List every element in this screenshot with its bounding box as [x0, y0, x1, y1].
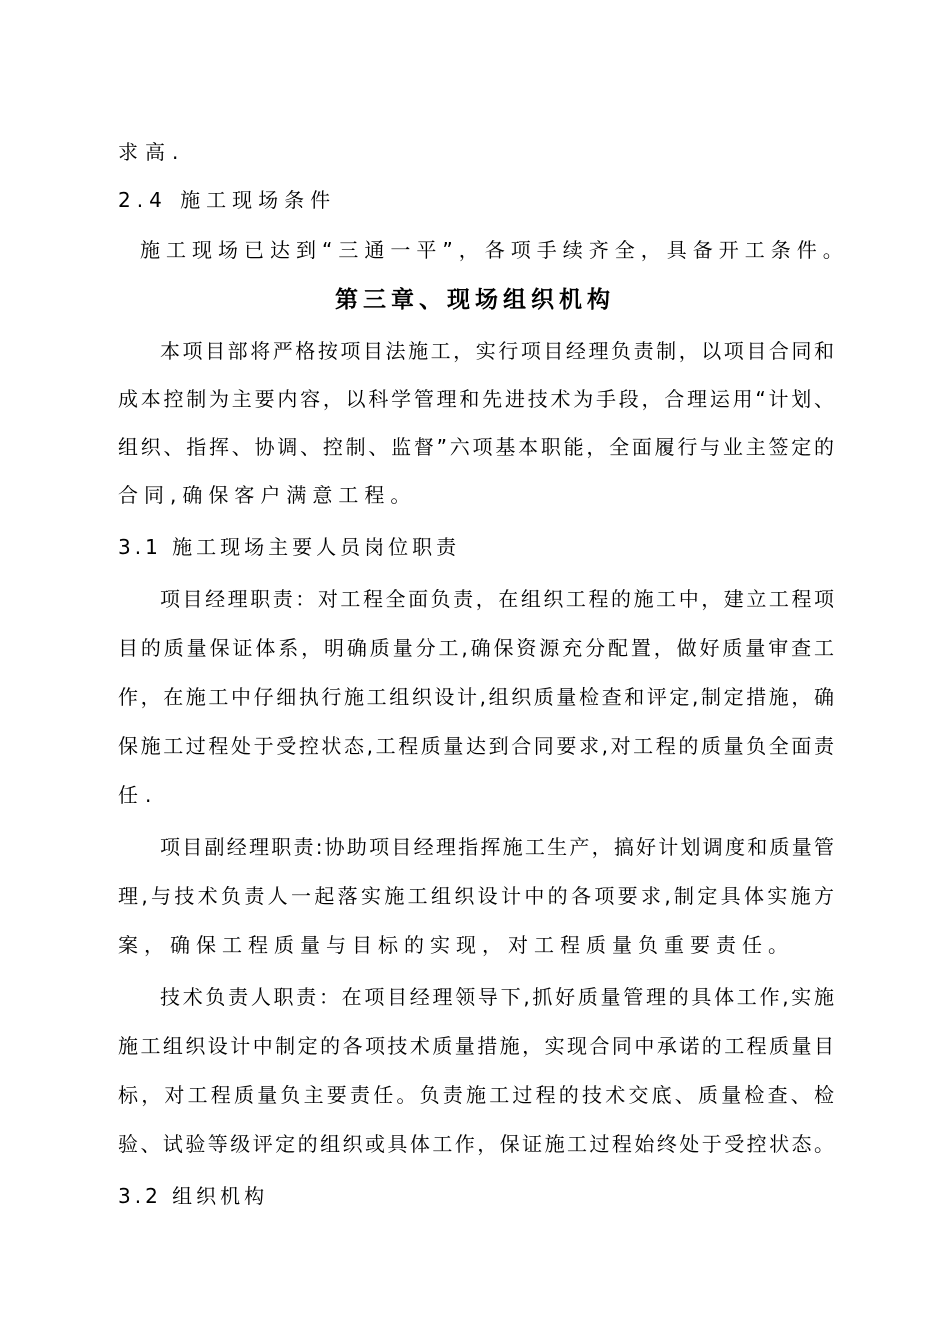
chapter-title: 第三章、现场组织机构: [335, 287, 615, 313]
paragraph-line: 验、试验等级评定的组织或具体工作，保证施工过程始终处于受控状态。: [118, 1132, 834, 1156]
paragraph-line: 项目经理职责：对工程全面负责，在组织工程的施工中，建立工程项: [160, 587, 834, 611]
section-heading-3-2: 3.2 组织机构: [118, 1184, 269, 1208]
paragraph-line: 项目副经理职责:协助项目经理指挥施工生产，搞好计划调度和质量管: [160, 835, 834, 859]
paragraph-line: 合同,确保客户满意工程。: [118, 483, 417, 507]
text-line-continuation: 求高.: [118, 140, 186, 164]
paragraph-line: 标，对工程质量负主要责任。负责施工过程的技术交底、质量检查、检: [118, 1083, 834, 1107]
paragraph-line: 作，在施工中仔细执行施工组织设计,组织质量检查和评定,制定措施，确: [118, 685, 834, 709]
paragraph-line: 施工组织设计中制定的各项技术质量措施，实现合同中承诺的工程质量目: [118, 1034, 834, 1058]
section-heading-2-4: 2.4 施工现场条件: [118, 188, 337, 212]
paragraph-line: 本项目部将严格按项目法施工，实行项目经理负责制，以项目合同和: [160, 339, 834, 363]
paragraph-site-conditions: 施工现场已达到“三通一平”，各项手续齐全，具备开工条件。: [140, 238, 849, 262]
paragraph-line: 案，确保工程质量与目标的实现，对工程质量负重要责任。: [118, 933, 794, 957]
section-heading-3-1: 3.1 施工现场主要人员岗位职责: [118, 535, 461, 559]
paragraph-line: 组织、指挥、协调、控制、监督”六项基本职能，全面履行与业主签定的: [118, 435, 834, 459]
paragraph-line: 保施工过程处于受控状态,工程质量达到合同要求,对工程的质量负全面责: [118, 734, 834, 758]
paragraph-line: 成本控制为主要内容，以科学管理和先进技术为手段，合理运用“计划、: [118, 387, 834, 411]
paragraph-line: 目的质量保证体系，明确质量分工,确保资源充分配置，做好质量审查工: [118, 636, 834, 660]
paragraph-line: 理,与技术负责人一起落实施工组织设计中的各项要求,制定具体实施方: [118, 884, 834, 908]
paragraph-line: 任.: [118, 783, 159, 807]
paragraph-line: 技术负责人职责：在项目经理领导下,抓好质量管理的具体工作,实施: [160, 985, 834, 1009]
